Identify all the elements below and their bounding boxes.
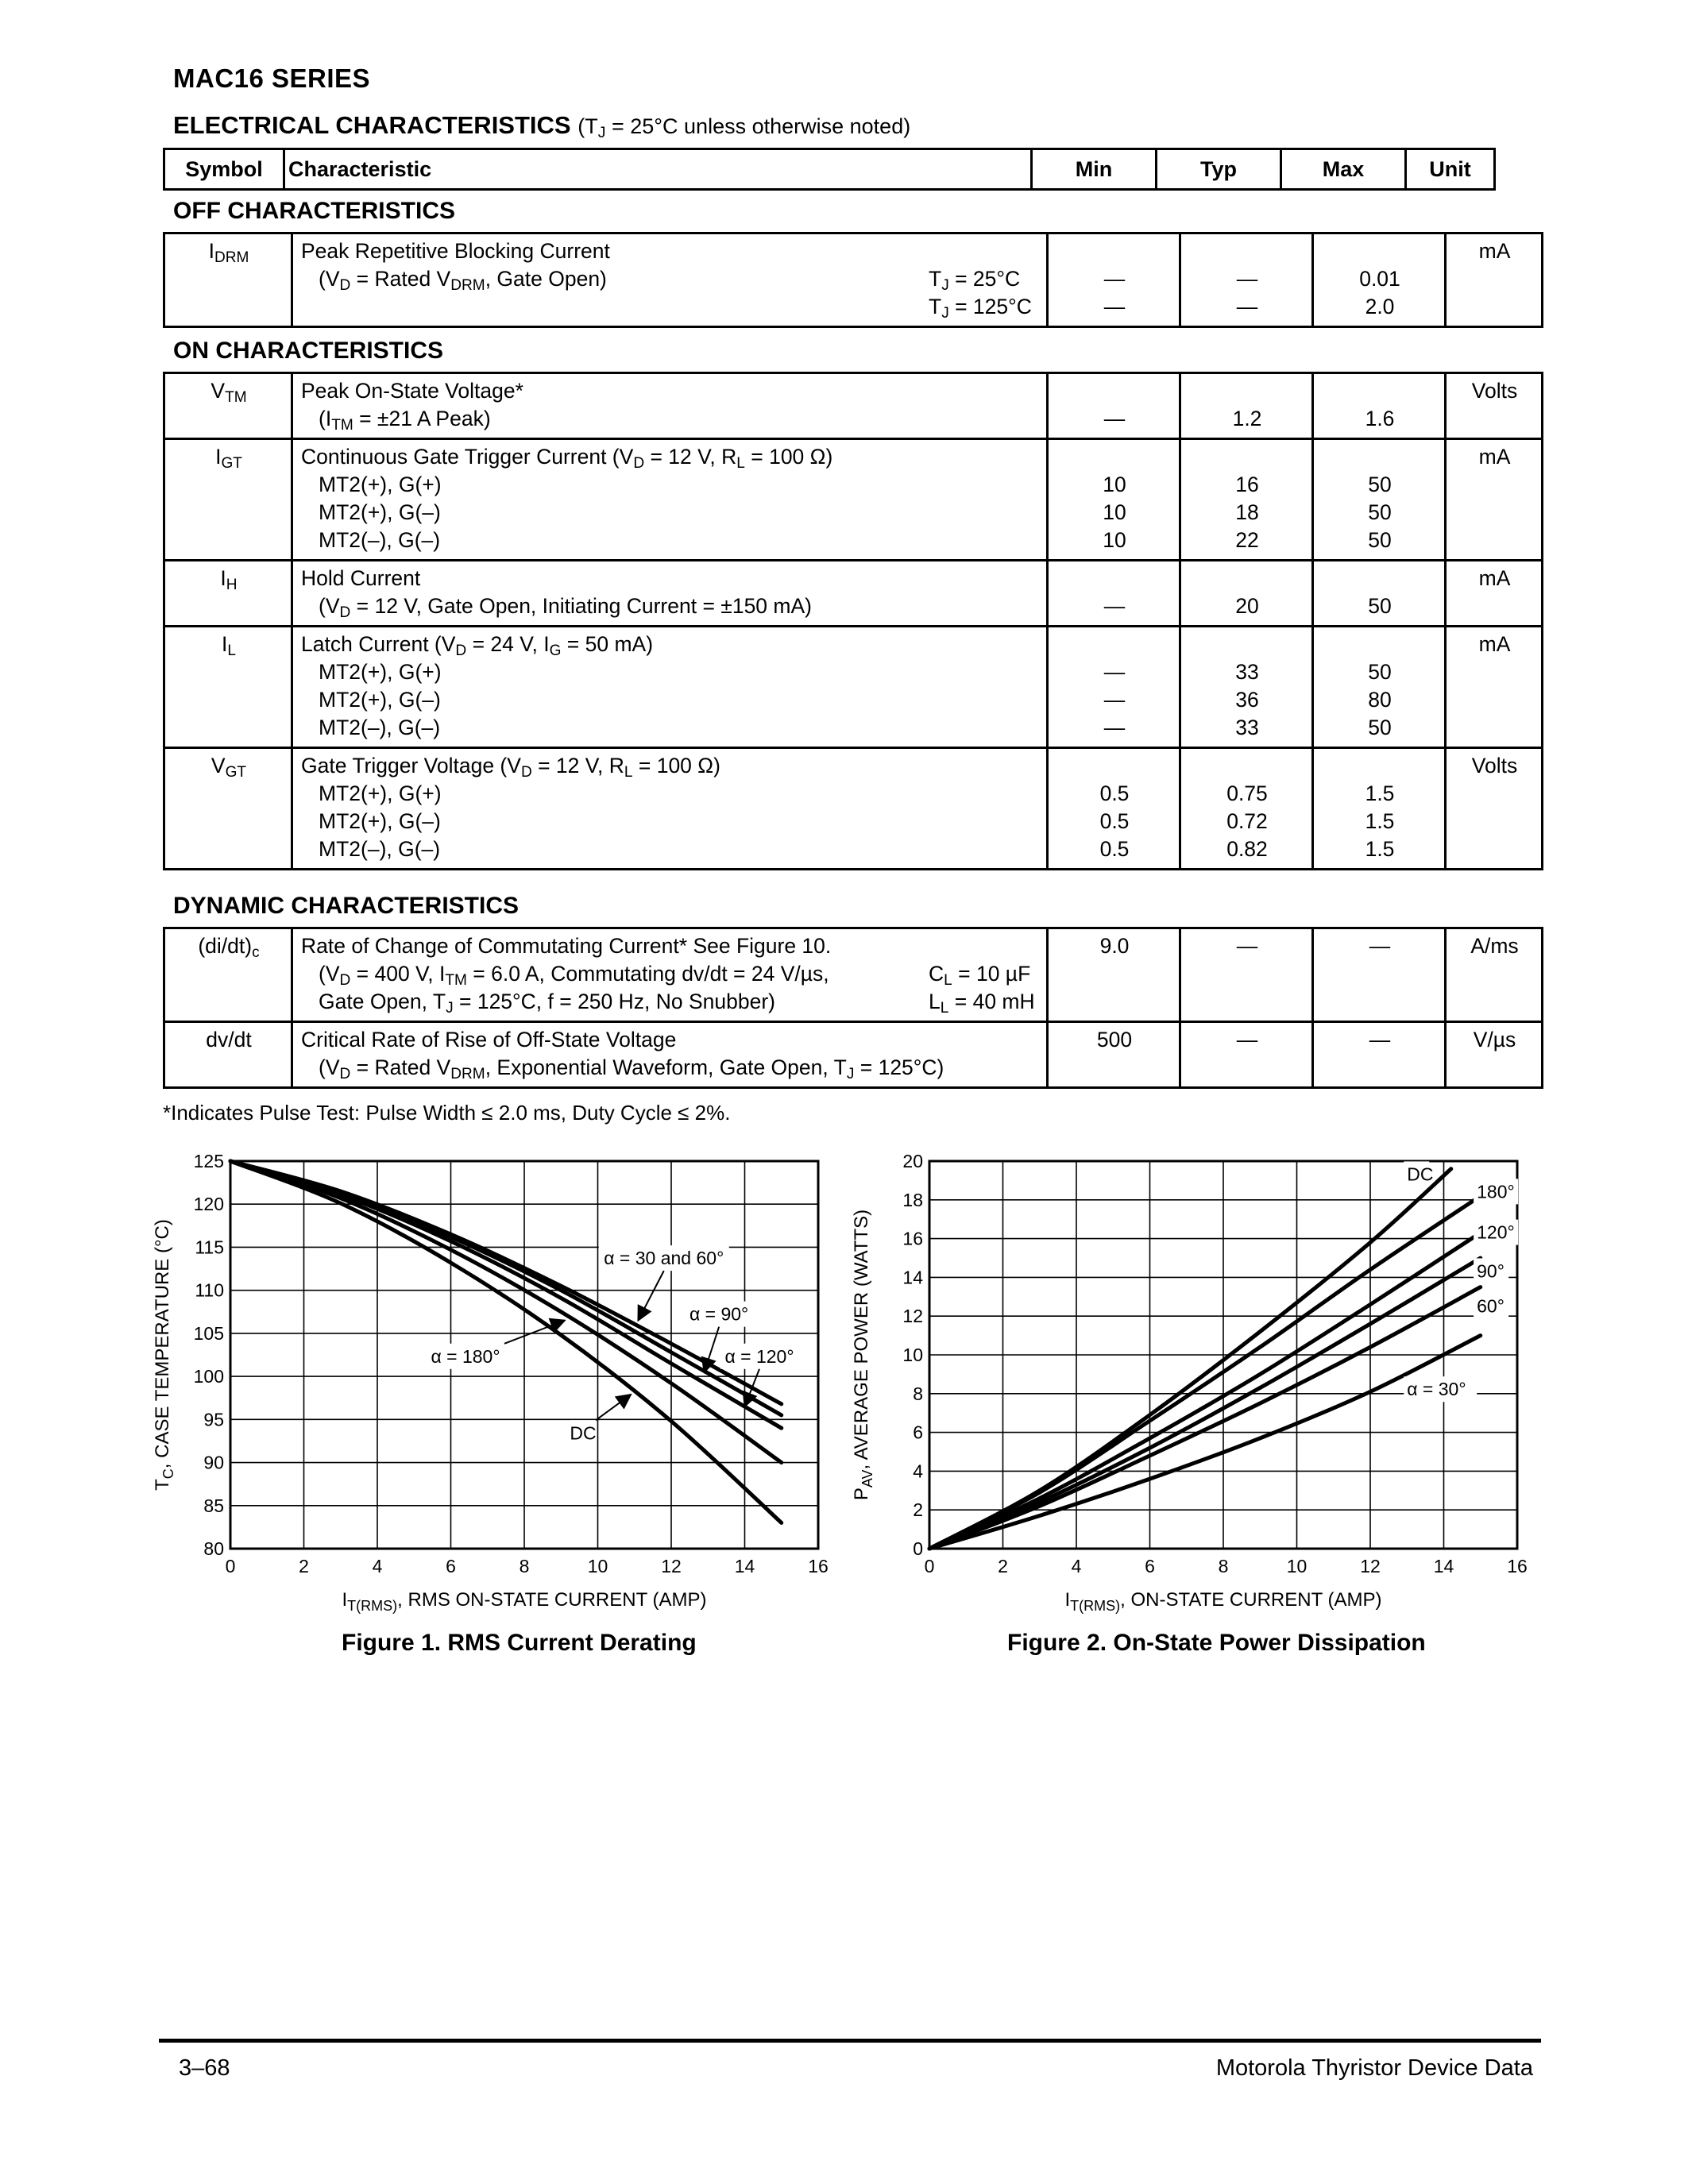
y-tick-label: 95 <box>203 1409 224 1430</box>
table-row <box>164 748 1543 870</box>
col-typ: Typ <box>1157 149 1281 190</box>
typ-ih: 20 <box>1180 561 1313 627</box>
unit-vtm: Volts <box>1446 373 1543 439</box>
y-tick-label: 120 <box>193 1194 224 1215</box>
col-min: Min <box>1032 149 1157 190</box>
series-label: 120° <box>1477 1221 1515 1243</box>
max-idrm: 0.01 2.0 <box>1313 233 1446 327</box>
min-idrm: — — <box>1048 233 1180 327</box>
table-row <box>164 233 1543 327</box>
x-tick-label: 2 <box>998 1556 1008 1576</box>
characteristic-idrm: Peak Repetitive Blocking Current ($V_D$ = Rated $V_{DRM}$, Gate Open) $T_J = 25^\circ C$ $T_J = 125^\circ C$ <box>292 233 1048 327</box>
y-tick-label: 20 <box>902 1151 923 1171</box>
max-vtm: 1.6 <box>1313 373 1446 439</box>
y-tick-label: 18 <box>902 1189 923 1210</box>
y-tick-label: 100 <box>193 1366 224 1387</box>
off-table <box>163 232 1543 328</box>
y-tick-label: 125 <box>193 1151 224 1171</box>
min-vgt: 0.5 0.5 0.5 <box>1048 748 1180 870</box>
min-didt: 9.0 <box>1048 928 1180 1022</box>
series-line <box>929 1233 1481 1549</box>
min-dvdt: 500 <box>1048 1022 1180 1088</box>
dynamic-table <box>163 927 1543 1089</box>
footnote: *Indicates Pulse Test: Pulse Width ≤ 2.0 ms, Duty Cycle ≤ 2%. <box>163 1101 731 1125</box>
min-vtm: — <box>1048 373 1180 439</box>
x-tick-label: 8 <box>1218 1556 1229 1576</box>
symbol-didt: $(di/dt)_c$ <box>164 928 292 1022</box>
y-tick-label: 85 <box>203 1495 224 1516</box>
typ-didt: — <box>1180 928 1313 1022</box>
x-tick-label: 12 <box>661 1556 682 1576</box>
min-il: — — — <box>1048 627 1180 748</box>
table-header <box>163 148 1496 191</box>
characteristic-igt: Continuous Gate Trigger Current ($V_D = 12$ V, $R_L = 100$ Ω) MT2(+), G(+) MT2(+), G(–) MT2(–), G(–) <box>292 439 1048 561</box>
x-tick-label: 16 <box>1507 1556 1528 1576</box>
y-tick-label: 90 <box>203 1452 224 1473</box>
x-tick-label: 14 <box>1433 1556 1454 1576</box>
y-tick-label: 16 <box>902 1228 923 1249</box>
series-line <box>230 1161 782 1428</box>
y-tick-label: 80 <box>203 1538 224 1559</box>
x-axis-label: $I_{T(RMS)}$, RMS ON-STATE CURRENT (AMP) <box>342 1589 707 1614</box>
characteristic-dvdt: Critical Rate of Rise of Off-State Voltage ($V_D$ = Rated $V_{DRM}$, Exponential Waveform, Gate Open, $T_J = 125^\circ C$) <box>292 1022 1048 1088</box>
symbol-vgt: $V_{GT}$ <box>164 748 292 870</box>
max-didt: — <box>1313 928 1446 1022</box>
symbol-vtm: $V_{TM}$ <box>164 373 292 439</box>
y-tick-label: 4 <box>913 1461 923 1482</box>
x-tick-label: 2 <box>299 1556 309 1576</box>
annotation-label: α = 120° <box>724 1345 794 1367</box>
footer-rule <box>159 2039 1541 2043</box>
annotation-label: α = 90° <box>689 1303 749 1325</box>
x-tick-label: 0 <box>225 1556 236 1576</box>
unit-ih: mA <box>1446 561 1543 627</box>
x-tick-label: 8 <box>519 1556 530 1576</box>
typ-vtm: 1.2 <box>1180 373 1313 439</box>
max-dvdt: — <box>1313 1022 1446 1088</box>
unit-didt: A/ms <box>1446 928 1543 1022</box>
series-title: MAC16 SERIES <box>173 64 371 93</box>
table-row <box>164 1022 1543 1088</box>
y-tick-label: 0 <box>913 1538 923 1559</box>
x-tick-label: 6 <box>1145 1556 1155 1576</box>
unit-dvdt: V/µs <box>1446 1022 1543 1088</box>
series-line <box>929 1169 1451 1549</box>
symbol-dvdt: dv/dt <box>164 1022 292 1088</box>
book-title: Motorola Thyristor Device Data <box>1215 2055 1533 2081</box>
characteristic-vtm: Peak On-State Voltage* ($I_{TM} = \pm 21$ A Peak) <box>292 373 1048 439</box>
section-off: OFF CHARACTERISTICS <box>173 198 455 224</box>
figure-2-chart <box>842 1144 1541 1636</box>
on-table <box>163 372 1543 870</box>
series-label: 60° <box>1477 1295 1505 1317</box>
x-tick-label: 10 <box>587 1556 608 1576</box>
typ-il: 33 36 33 <box>1180 627 1313 748</box>
y-tick-label: 10 <box>902 1345 923 1365</box>
figure-1-chart <box>143 1144 842 1636</box>
table-row <box>164 439 1543 561</box>
series-label: DC <box>1407 1163 1434 1185</box>
table-row <box>164 627 1543 748</box>
series-line <box>230 1161 782 1522</box>
annotation-label: α = 30 and 60° <box>604 1248 724 1269</box>
y-tick-label: 110 <box>195 1279 224 1301</box>
col-unit: Unit <box>1406 149 1495 190</box>
series-label: α = 30° <box>1407 1379 1466 1400</box>
col-characteristic: Characteristic <box>284 149 1032 190</box>
table-row <box>164 561 1543 627</box>
figure-2-caption: Figure 2. On-State Power Dissipation <box>1007 1630 1426 1656</box>
y-tick-label: 105 <box>193 1322 224 1344</box>
x-tick-label: 10 <box>1286 1556 1308 1576</box>
x-tick-label: 12 <box>1360 1556 1381 1576</box>
x-tick-label: 4 <box>1071 1556 1082 1576</box>
annotation-arrow <box>638 1271 663 1320</box>
section-on: ON CHARACTERISTICS <box>173 338 444 364</box>
typ-dvdt: — <box>1180 1022 1313 1088</box>
symbol-il: $I_L$ <box>164 627 292 748</box>
characteristic-ih: Hold Current ($V_D = 12$ V, Gate Open, Initiating Current = ±150 mA) <box>292 561 1048 627</box>
series-label: 90° <box>1477 1260 1505 1282</box>
y-tick-label: 6 <box>913 1422 923 1443</box>
y-tick-label: 2 <box>913 1499 923 1521</box>
typ-vgt: 0.75 0.72 0.82 <box>1180 748 1313 870</box>
annotation-label: α = 180° <box>431 1345 500 1367</box>
characteristic-il: Latch Current ($V_D = 24$ V, $I_G = 50$ mA) MT2(+), G(+) MT2(+), G(–) MT2(–), G(–) <box>292 627 1048 748</box>
max-vgt: 1.5 1.5 1.5 <box>1313 748 1446 870</box>
table-row <box>164 928 1543 1022</box>
typ-igt: 16 18 22 <box>1180 439 1313 561</box>
unit-igt: mA <box>1446 439 1543 561</box>
symbol-idrm: $I_{DRM}$ <box>164 233 292 327</box>
x-tick-label: 14 <box>734 1556 755 1576</box>
page-number: 3–68 <box>179 2055 230 2081</box>
characteristic-didt: Rate of Change of Commutating Current* See Figure 10. ($V_D = 400$ V, $I_{TM} = 6.0$ A, Commutating dv/dt = 24 V/µs, $C_L = 10$ µF Gate Open, $T_J = 125^\circ C$, f = 250 Hz, No Snubber) $L_L = 40$ mH <box>292 928 1048 1022</box>
col-max: Max <box>1281 149 1406 190</box>
y-tick-label: 115 <box>195 1237 224 1258</box>
unit-vgt: Volts <box>1446 748 1543 870</box>
series-line <box>230 1161 782 1415</box>
figure-1-caption: Figure 1. RMS Current Derating <box>342 1630 697 1656</box>
x-axis-label: $I_{T(RMS)}$, ON-STATE CURRENT (AMP) <box>1064 1589 1382 1614</box>
max-il: 50 80 50 <box>1313 627 1446 748</box>
y-axis-label: $P_{AV}$, AVERAGE POWER (WATTS) <box>851 1209 875 1501</box>
symbol-igt: $I_{GT}$ <box>164 439 292 561</box>
x-tick-label: 6 <box>446 1556 456 1576</box>
x-tick-label: 0 <box>924 1556 935 1576</box>
unit-il: mA <box>1446 627 1543 748</box>
min-igt: 10 10 10 <box>1048 439 1180 561</box>
annotation-arrow <box>596 1395 631 1420</box>
x-tick-label: 4 <box>372 1556 383 1576</box>
series-label: 180° <box>1477 1181 1515 1202</box>
section-dynamic: DYNAMIC CHARACTERISTICS <box>173 893 519 919</box>
electrical-characteristics-title: ELECTRICAL CHARACTERISTICS ($T_J = 25^\circ C$ unless otherwise noted) <box>173 111 911 141</box>
symbol-ih: $I_H$ <box>164 561 292 627</box>
table-row <box>164 373 1543 439</box>
min-ih: — <box>1048 561 1180 627</box>
y-tick-label: 8 <box>913 1383 923 1404</box>
y-tick-label: 12 <box>902 1306 923 1327</box>
col-symbol: Symbol <box>164 149 284 190</box>
characteristic-vgt: Gate Trigger Voltage ($V_D = 12$ V, $R_L = 100$ Ω) MT2(+), G(+) MT2(+), G(–) MT2(–), G(–) <box>292 748 1048 870</box>
max-ih: 50 <box>1313 561 1446 627</box>
annotation-label: DC <box>570 1422 597 1444</box>
unit-idrm: mA <box>1446 233 1543 327</box>
typ-idrm: — — <box>1180 233 1313 327</box>
x-tick-label: 16 <box>808 1556 829 1576</box>
max-igt: 50 50 50 <box>1313 439 1446 561</box>
y-tick-label: 14 <box>902 1267 923 1288</box>
y-axis-label: $T_C$, CASE TEMPERATURE (°C) <box>152 1219 176 1491</box>
